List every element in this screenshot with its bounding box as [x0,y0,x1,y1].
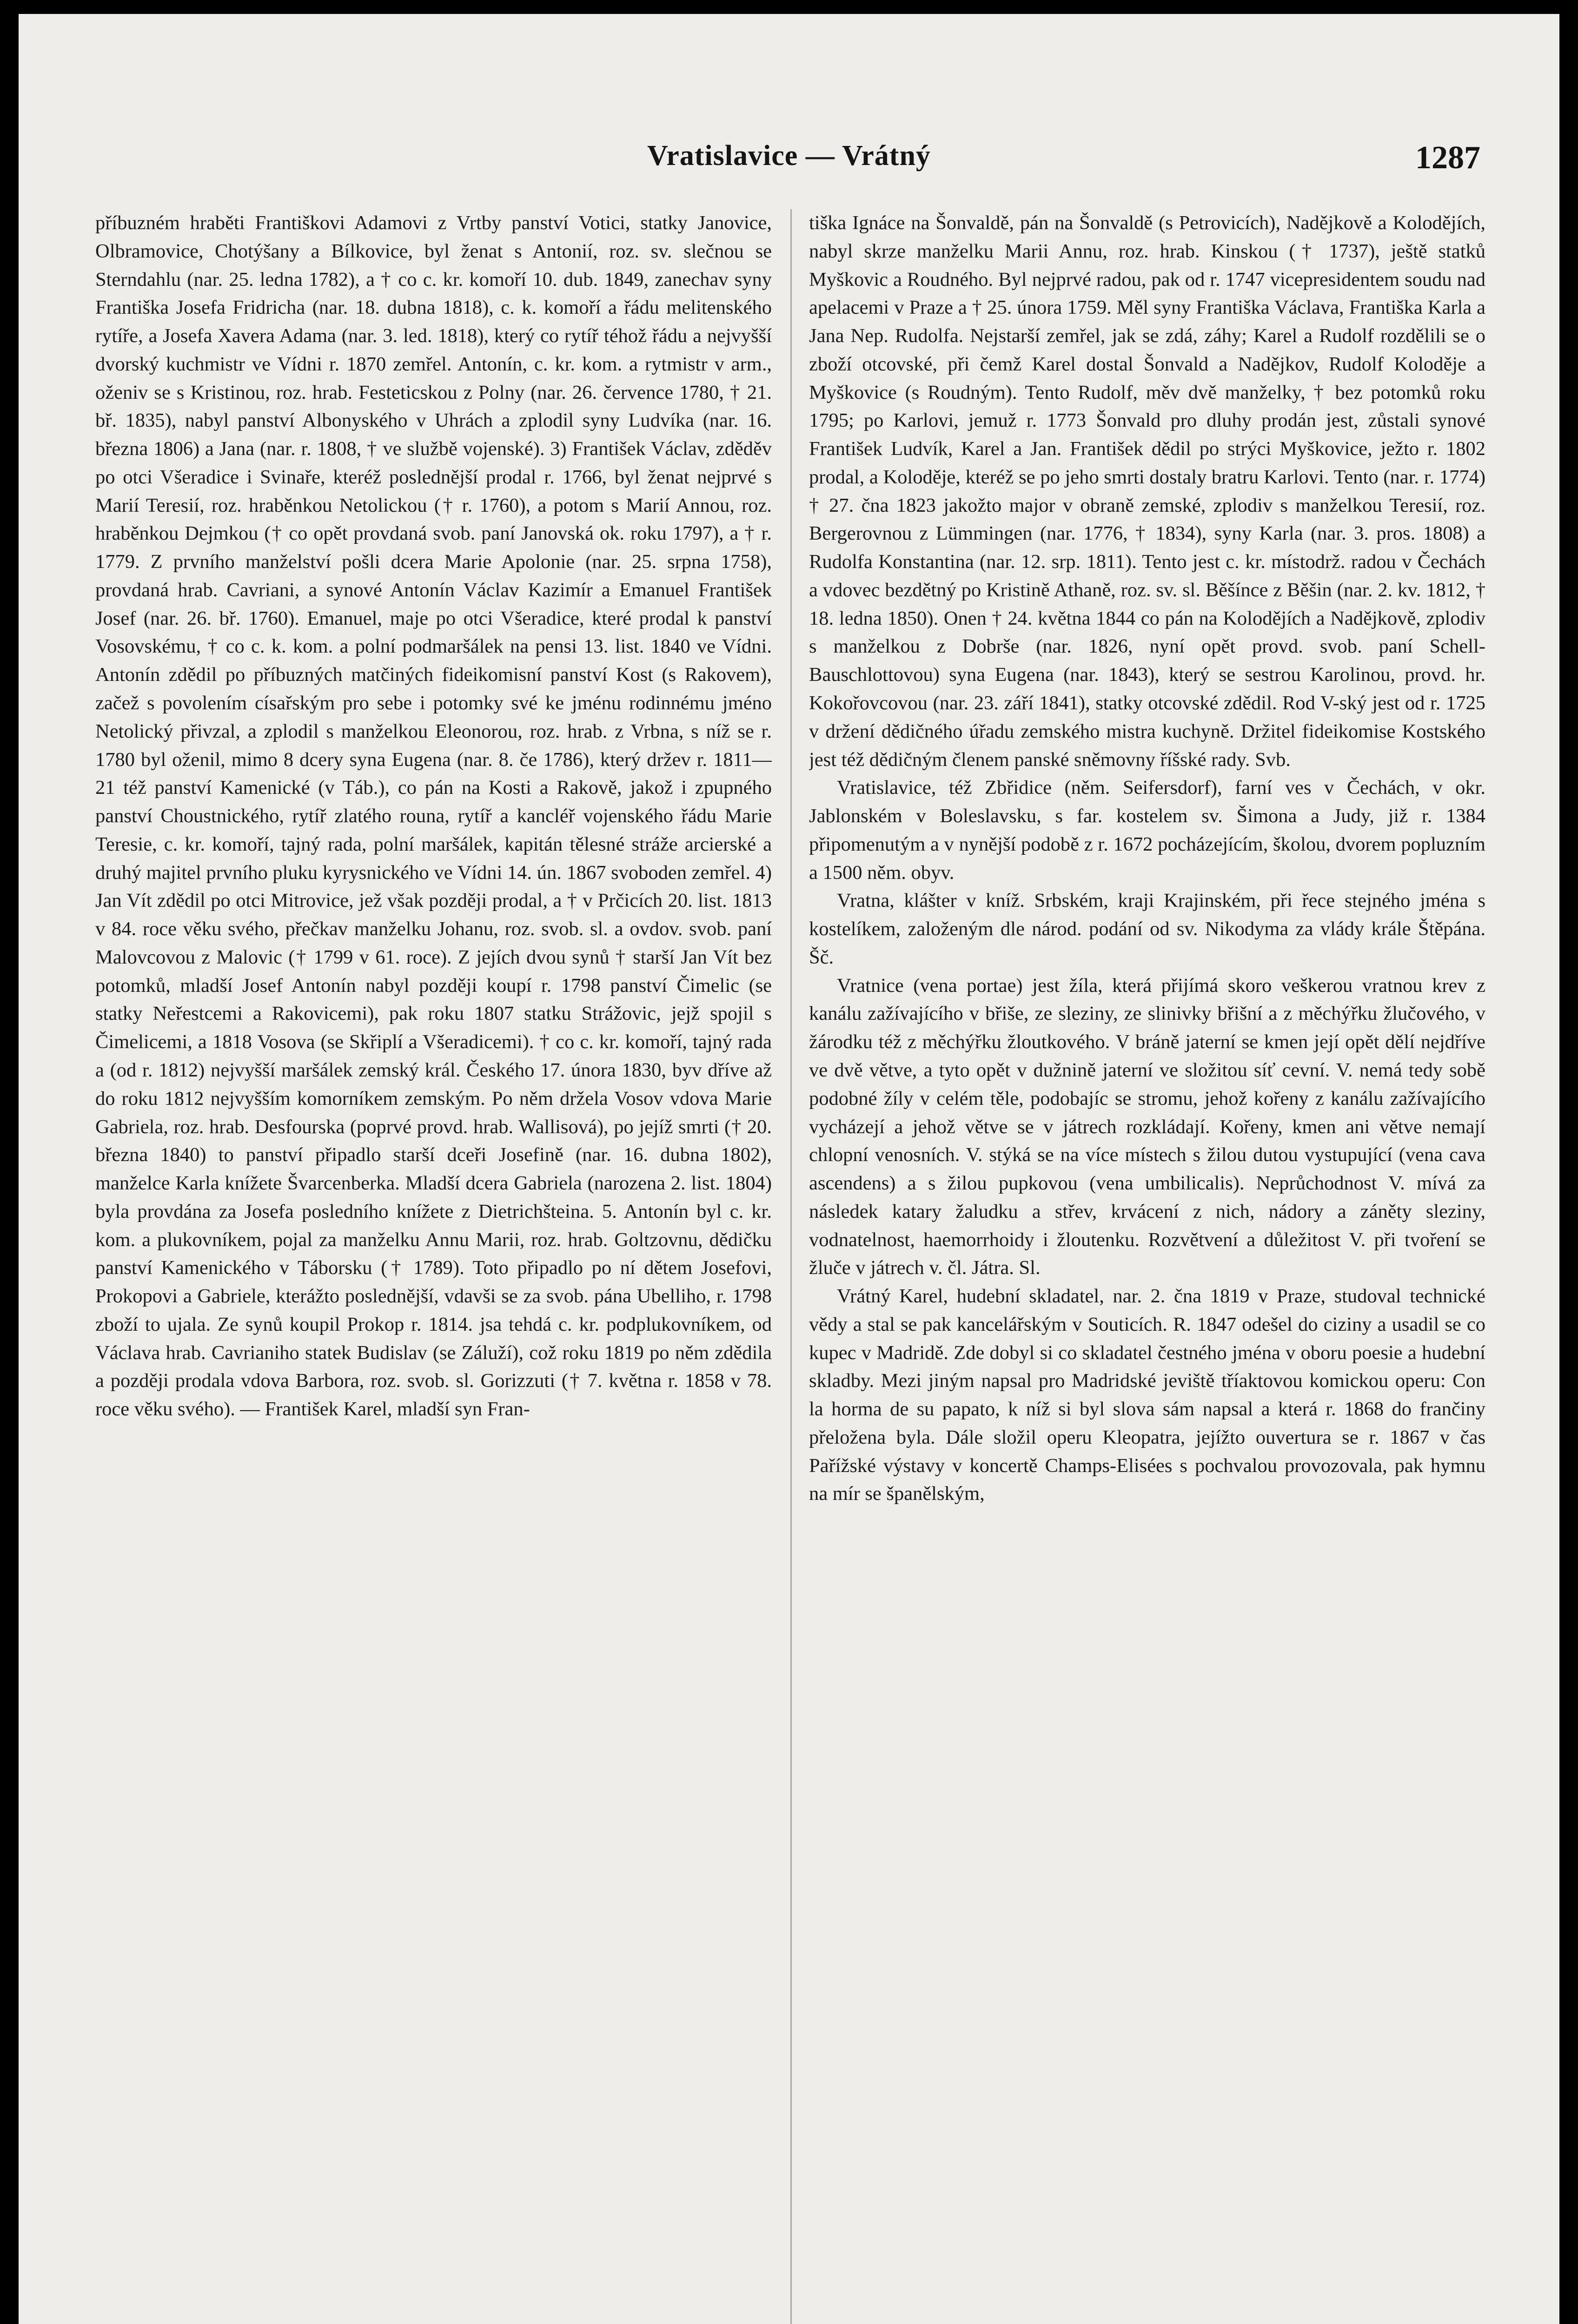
page-number: 1287 [1415,140,1480,176]
paragraph: tiška Ignáce na Šonvaldě, pán na Šonvaldě (s Petrovicích), Nadějkově a Kolodějích, nabyl skrze manželku Marii Annu, roz. hrab. Kinskou († 1737), ještě statků Myškovic a Roudného. Byl nejprvé radou, pak od r. 1747 vicepresidentem soudu nad apelacemi v Praze a † 25. února 1759. Měl syny Františka Václava, Františka Karla a Jana Nep. Rudolfa. Nejstarší zemřel, jak se zdá, záhy; Karel a Rudolf rozdělili se o zboží otcovské, při čemž Karel dostal Šonvald a Nadějkov, Rudolf Koloděje a Myškovice (s Roudným). Tento Rudolf, měv dvě manželky, † bez potomků roku 1795; po Karlovi, jemuž r. 1773 Šonvald pro dluhy prodán jest, zůstali synové František Ludvík, Karel a Jan. František dědil po strýci Myškovice, ježto r. 1802 prodal, a Koloděje, kteréž se po jeho smrti dostaly bratru Karlovi. Tento (nar. r. 1774) † 27. čna 1823 jakožto major v obraně zemské, zplodiv s manželkou Teresií, roz. Bergerovnou z Lümmingen (nar. 1776, † 1834), syny Karla (nar. 3. pros. 1808) a Rudolfa Konstantina (nar. 12. srp. 1811). Tento jest c. kr. místodrž. radou v Čechách a vdovec bezdětný po Kristině Athaně, roz. sv. sl. Běšínce z Běšin (nar. 2. kv. 1812, † 18. ledna 1850). Onen † 24. května 1844 co pán na Kolodějích a Nadějkově, zplodiv s manželkou z Dobrše (nar. 1826, nyní opět provd. svob. paní Schell-Bauschlottovou) syna Eugena (nar. 1843), který se sestrou Karolinou, provd. hr. Kokořovcovou (nar. 23. září 1841), statky otcovské zdědil. Rod V-ský jest od r. 1725 v držení dědičného úřadu zemského mistra kuchyně. Držitel fideikomise Kostského jest též dědičným členem panské sněmovny říšské rady. Svb. [809,212,1485,771]
entry-vratislavice: Vratislavice, též Zbřidice (něm. Seifersdorf), farní ves v Čechách, v okr. Jablonském v Boleslavsku, s far. kostelem sv. Šimona a Judy, již r. 1384 připomenutým a v nynější podobě z r. 1672 pocházejícím, školou, dvorem popluzním a 1500 něm. obyv. [809,777,1485,884]
column-divider [790,209,792,2324]
entry-vratna: Vratna, klášter v kníž. Srbském, kraji Krajinském, při řece stejného jména s kostelíkem, založeným dle národ. podání od sv. Nikodyma za vlády krále Štěpána. Šč. [809,890,1485,968]
entry-vratny: Vrátný Karel, hudební skladatel, nar. 2. čna 1819 v Praze, studoval technické vědy a stal se pak kancelářským v Souticích. R. 1847 odešel do ciziny a usadil se co kupec v Madridě. Zde dobyl si co skladatel čestného jména v oboru poesie a hudební skladby. Mezi jiným napsal pro Madridské jeviště tříaktovou komickou operu: Con la horma de su papato, k níž si byl slova sám napsal a která r. 1868 do frančiny přeložena byla. Dále složil operu Kleopatra, jejížto ouvertura se r. 1867 v čas Pařížské výstavy v koncertě Champs-Elisées s pochvalou provozovala, pak hymnu na mír se španělským, [809,1285,1485,1505]
entry-vratnice: Vratnice (vena portae) jest žíla, která přijímá skoro veškerou vratnou krev z kanálu zažívajícího v břiše, ze sleziny, ze slinivky břišní a z měchýřku žlučového, v žárodku též z měchýřku žloutkového. V bráně jaterní se kmen její opět dělí nejdříve ve dvě větve, a tyto opět v dužnině jaterní ve složitou síť cevní. V. nemá tedy sobě podobné žíly v celém těle, podobajíc se stromu, jehož kořeny z kanálu zažívajícího vycházejí a jehož větve se v játrech rozkládají. Kořeny, kmen ani větve nemají chlopní venosních. V. stýká se na více místech s žilou dutou vystupující (vena cava ascendens) a s žilou pupkovou (vena umbilicalis). Neprůchodnost V. mívá za následek katary žaludku a střev, krvácení z nich, nádory a záněty sleziny, vodnatelnost, haemorrhoidy i žloutenku. Rozvětvení a důležitost V. při tvoření se žluče v játrech v. čl. Játra. Sl. [809,974,1485,1279]
paragraph: příbuzném hraběti Františkovi Adamovi z Vrtby panství Votici, statky Janovice, Olbramovice, Chotýšany a Bílkovice, byl ženat s Antonií, roz. sv. slečnou se Sterndahlu (nar. 25. ledna 1782), a † co c. kr. komoří 10. dub. 1849, zanechav syny Františka Josefa Fridricha (nar. 18. dubna 1818), c. k. komoří a řádu melitenského rytíře, a Josefa Xavera Adama (nar. 3. led. 1818), který co rytíř téhož řádu a nejvyšší dvorský kuchmistr ve Vídni r. 1870 zemřel. Antonín, c. kr. kom. a rytmistr v arm., oženiv se s Kristinou, roz. hrab. Festeticskou z Polny (nar. 26. července 1780, † 21. bř. 1835), nabyl panství Albonyského v Uhrách a zplodil syny Ludvíka (nar. 16. března 1806) a Jana (nar. r. 1808, † ve službě vojenské). 3) František Václav, zděděv po otci Všeradice i Svinaře, kteréž poslednější prodal r. 1766, byl ženat nejprvé s Marií Teresií, roz. hraběnkou Netolickou († r. 1760), a potom s Marií Annou, roz. hraběnkou Dejmkou († co opět provdaná svob. paní Janovská ok. roku 1797), a † r. 1779. Z prvního manželství pošli dcera Marie Apolonie (nar. 25. srpna 1758), provdaná hrab. Cavriani, a synové Antonín Václav Kazimír a Emanuel František Josef (nar. 26. bř. 1760). Emanuel, maje po otci Všeradice, které prodal k panství Vosovskému, † co c. k. kom. a polní podmaršálek na pensi 13. list. 1840 ve Vídni. Antonín zdědil po příbuzných matčiných fideikomisní panství Kost (s Rakovem), začež s povolením císařským pro sebe i potomky své ke jménu rodinnému jméno Netolický přivzal, a zplodil s manželkou Eleonorou, roz. hrab. z Vrbna, s níž se r. 1780 byl oženil, mimo 8 dcery syna Eugena (nar. 8. če 1786), který držev r. 1811—21 též panství Kamenické (v Táb.), co pán na Kosti a Rakově, jakož i zpupného panství Choustnického, rytíř zlatého rouna, rytíř a kancléř vojenského řádu Marie Teresie, c. kr. komoří, tajný rada, polní maršálek, kapitán tělesné stráže arcierské a druhý majitel prvního pluku kyrysnického ve Vídni 14. ún. 1867 svoboden zemřel. 4) Jan Vít zdědil po otci Mitrovice, jež však později prodal, a † v Prčicích 20. list. 1813 v 84. roce věku svého, přečkav manželku Johanu, roz. svob. sl. a ovdov. svob. paní Malovcovou z Malovic († 1799 v 61. roce). Z jejích dvou synů † starší Jan Vít bez potomků, mladší Josef Antonín nabyl později koupí r. 1798 panství Čimelic (se statky Neřestcemi a Rakovicemi), pak roku 1807 statku Strážovic, jejž spojil s Čimelicemi, a 1818 Vosova (se Skřiplí a Všeradicemi). † co c. kr. komoří, tajný rada a (od r. 1812) nejvyšší maršálek zemský král. Českého 17. února 1830, byv dříve až do roku 1812 nejvyšším komorníkem zemským. Po něm držela Vosov vdova Marie Gabriela, roz. hrab. Desfourska (poprvé provd. hrab. Wallisová), po jejíž smrti († 20. března 1840) to panství připadlo starší dceři Josefině (nar. 16. dubna 1802), manželce Karla knížete Švarcenberka. Mladší dcera Gabriela (narozena 2. list. 1804) byla provdána za Josefa posledního knížete z Dietrichšteina. 5. Antonín byl c. kr. kom. a plukovníkem, pojal za manželku Annu Marii, roz. hrab. Goltzovnu, dědičku panství Kamenického v Táborsku († 1789). Toto připadlo po ní dětem Josefovi, Prokopovi a Gabriele, kterážto poslednější, vdavši se za svob. pána Ubelliho, r. 1798 zboží to ujala. Ze synů koupil Prokop r. 1814. jsa tehdá c. kr. podplukovníkem, od Václava hrab. Cavrianiho statek Budislav (se Záluží), což roku 1819 po něm zdědila a později prodala vdova Barbora, roz. svob. sl. Gorizzuti († 7. května r. 1858 v 78. roce věku svého). — František Karel, mladší syn Fran- [95,212,772,1420]
right-column [809,209,1485,2324]
document-page [19,14,1559,2324]
running-title: Vratislavice — Vrátný [647,140,931,172]
page-header [19,139,1559,181]
left-column [95,209,772,2324]
